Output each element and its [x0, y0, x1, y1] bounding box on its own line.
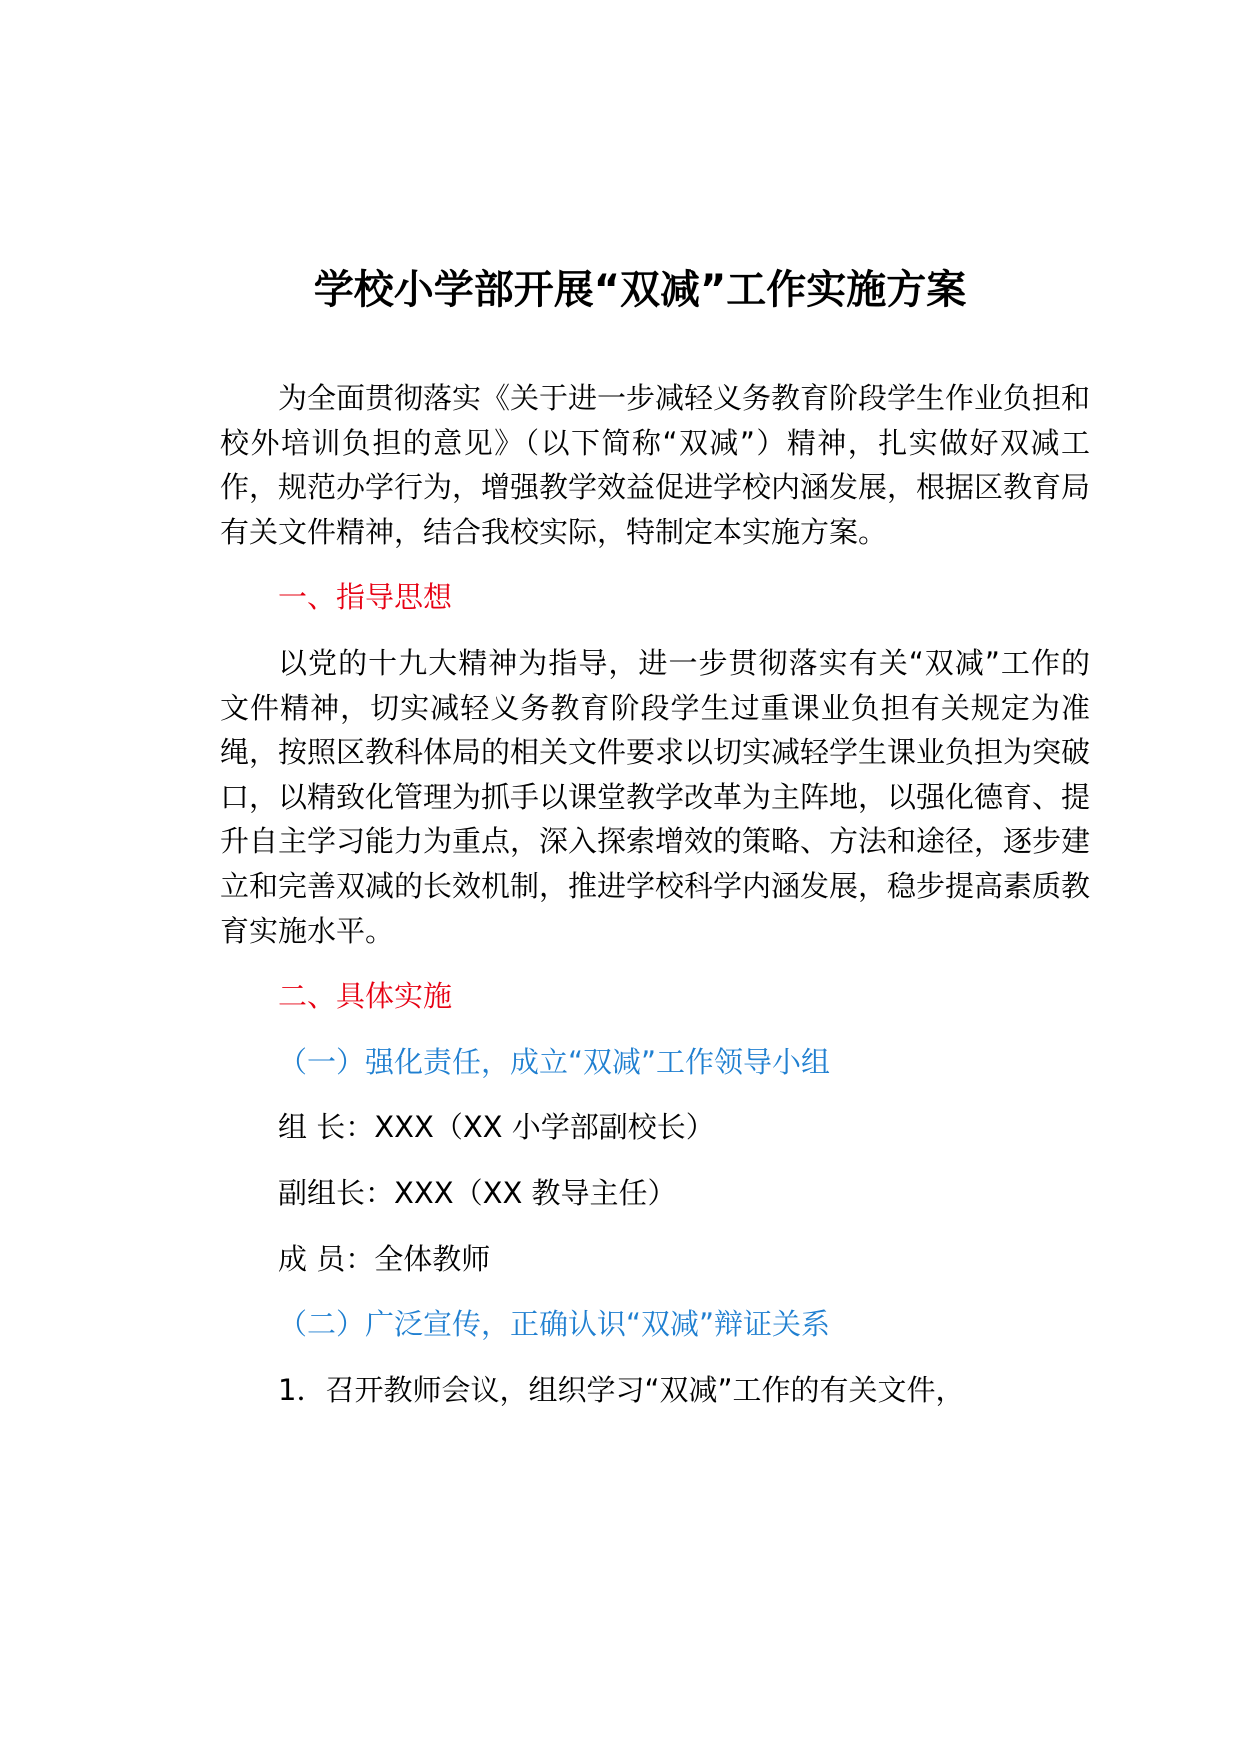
group-leader-line: 组 长：XXX（XX 小学部副校长） [278, 1110, 715, 1145]
document-title: 学校小学部开展“双减”工作实施方案 [313, 267, 967, 313]
document-body [220, 376, 1090, 1412]
list-item-teacher-meeting: 1．召开教师会议，组织学习“双减”工作的有关文件， [278, 1372, 965, 1407]
intro-paragraph: 为全面贯彻落实《关于进一步减轻义务教育阶段学生作业负担和校外培训负担的意见》（以下简称“双减”）精神，扎实做好双减工作，规范办学行为，增强教学效益促进学校内涵发展，根据区教育局有关文件精神，结合我校实际，特制定本实施方案。 [220, 381, 1091, 549]
subsection-heading-leadership-group: （一）强化责任，成立“双减”工作领导小组 [278, 1044, 831, 1079]
deputy-leader-line: 副组长：XXX（XX 教导主任） [278, 1175, 677, 1210]
subsection-heading-publicity: （二）广泛宣传，正确认识“双减”辩证关系 [278, 1307, 831, 1342]
guiding-ideology-paragraph: 以党的十九大精神为指导，进一步贯彻落实有关“双减”工作的文件精神，切实减轻义务教育阶段学生过重课业负担有关规定为准绳，按照区教科体局的相关文件要求以切实减轻学生课业负担为突破口，以精致化管理为抓手以课堂教学改革为主阵地，以强化德育、提升自主学习能力为重点，深入探索增效的策略、方法和途径，逐步建立和完善双减的长效机制，推进学校科学内涵发展，稳步提高素质教育实施水平。 [220, 645, 1091, 948]
members-line: 成 员：全体教师 [278, 1241, 491, 1276]
section-heading-implementation: 二、具体实施 [278, 979, 453, 1014]
section-heading-guiding-ideology: 一、指导思想 [278, 580, 453, 615]
